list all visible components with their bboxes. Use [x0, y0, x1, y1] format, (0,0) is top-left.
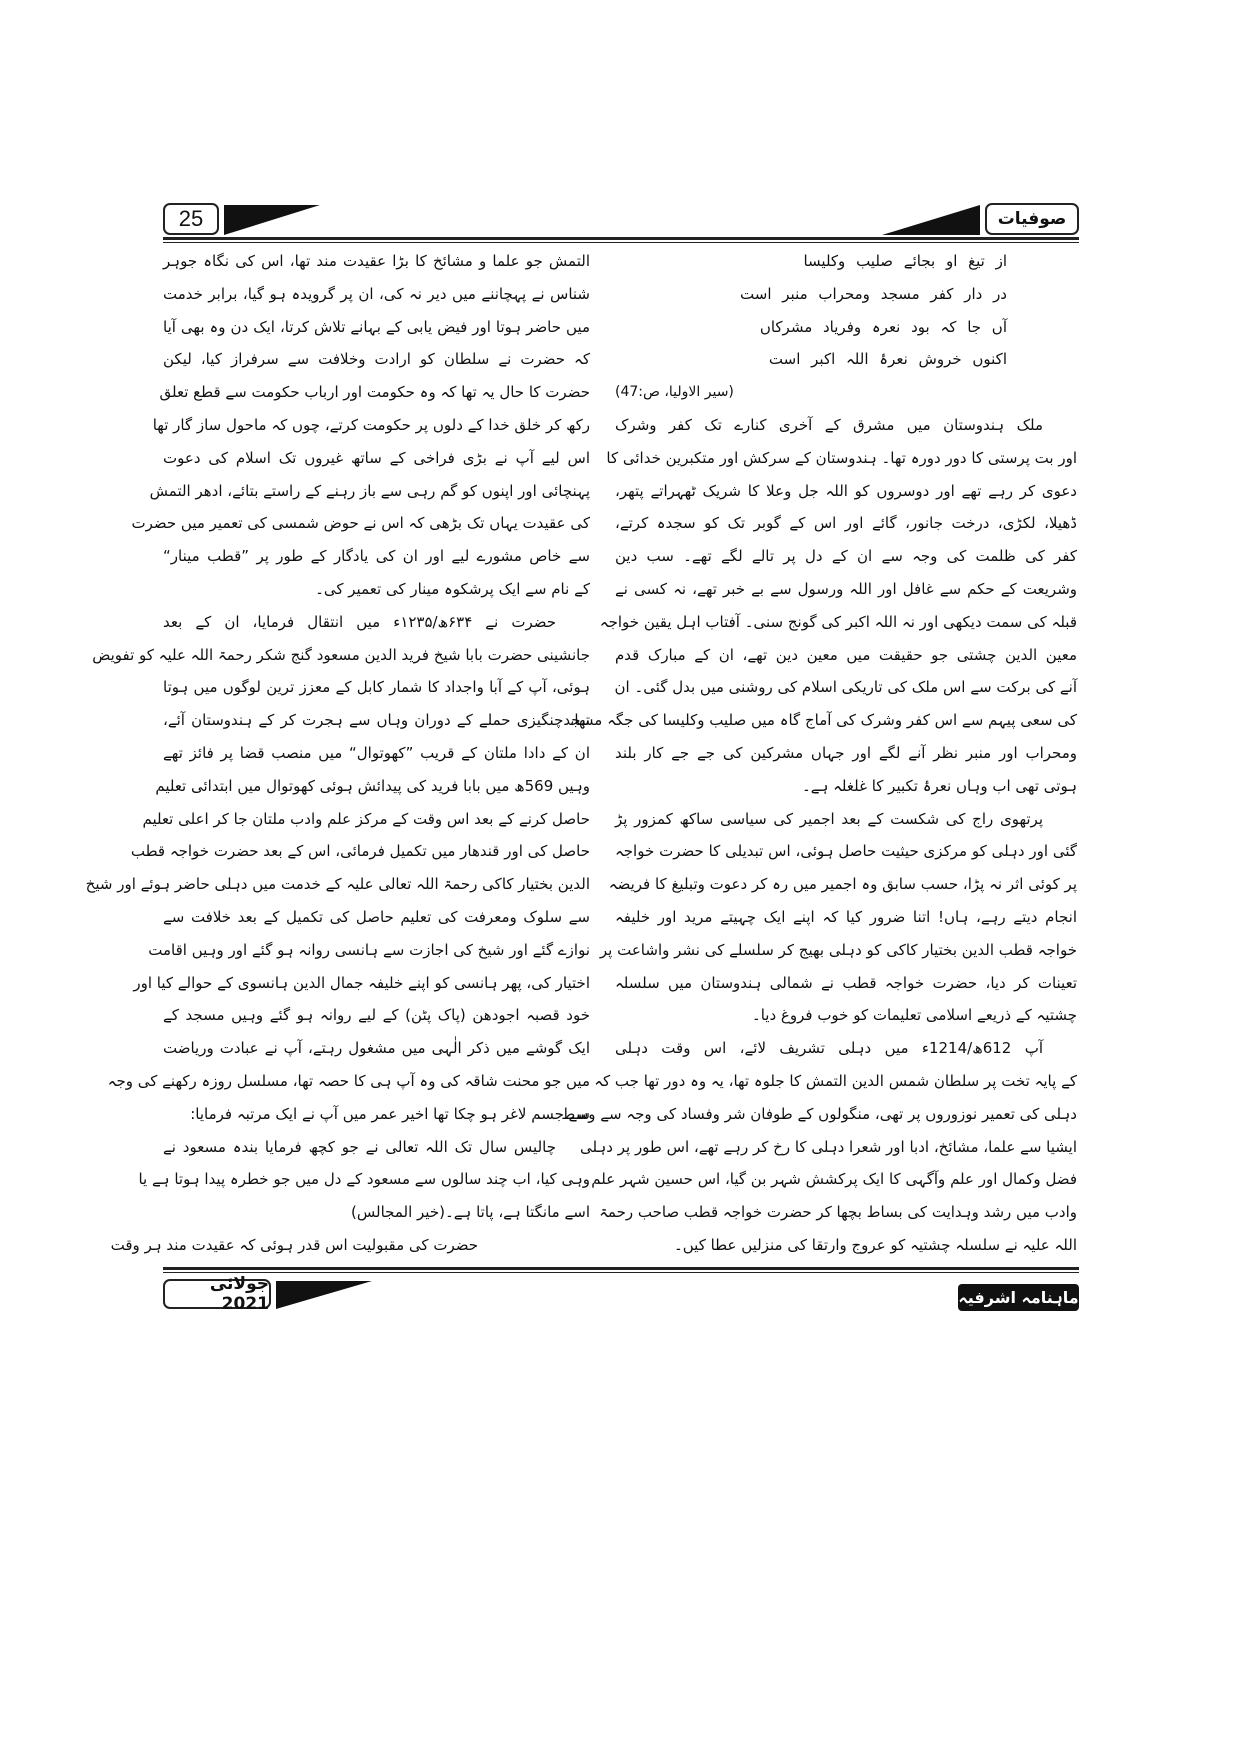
text-line: رکھ کر خلق خدا کے دلوں پر حکومت کرتے، چوں کہ ماحول ساز گار تھا — [152, 415, 590, 434]
header-divider — [163, 237, 1079, 240]
poem-verse: در دار کفر مسجد ومحراب منبر است — [740, 284, 1007, 303]
text-line: جانشینی حضرت بابا شیخ فرید الدین مسعود گنج شکر رحمۃ اللہ علیہ کو تفویض — [92, 645, 590, 664]
text-line: اختیار کی، پھر ہانسی کو اپنے خلیفہ جمال الدین ہانسوی کے حوالے کیا اور — [133, 973, 590, 992]
text-line: خواجہ قطب الدین بختیار کاکی کو دہلی بھیج کر سلسلے کی نشر واشاعت پر — [599, 940, 1077, 959]
text-line: انجام دیتے رہے، ہاں! اتنا ضرور کیا کہ اپنے ایک چہیتے مرید اور خلیفہ — [615, 907, 1077, 926]
text-line: سے سلوک ومعرفت کی تعلیم حاصل کی تکمیل کے بعد خلافت سے — [163, 907, 590, 926]
text-line: گئی اور دہلی کو مرکزی حیثیت حاصل ہوئی، اس تبدیلی کا حضرت خواجہ — [615, 842, 1077, 861]
left-column — [85, 245, 590, 1262]
text-line: قبلہ کی سمت دیکھی اور نہ اللہ اکبر کی گونج سنی۔ آفتاب اہل یقین خواجہ — [599, 612, 1077, 631]
footer-divider — [163, 1272, 1079, 1273]
poem-citation: (سیر الاولیا، ص:47) — [615, 384, 734, 401]
persian-poem — [615, 245, 1077, 376]
text-line: اللہ علیہ نے سلسلہ چشتیہ کو عروج وارتقا کی منزلیں عطا کیں۔ — [673, 1235, 1077, 1254]
text-line: اس لیے آپ نے بڑی فراخی کے ساتھ غیروں تک اسلام کی دعوت — [163, 448, 590, 467]
footer-triangle-decoration — [276, 1281, 372, 1309]
page-number: 25 — [163, 203, 219, 235]
text-line: وادب میں رشد وہدایت کی بساط بچھا کر حضرت خواجہ قطب صاحب رحمۃ — [599, 1203, 1077, 1222]
text-line: خود قصبہ اجودھن (پاک پٹن) کے لیے روانہ ہو گئے وہیں مسجد کے — [163, 1006, 590, 1025]
text-line: حضرت کا حال یہ تھا کہ وہ حکومت اور ارباب حکومت سے قطع تعلق — [159, 383, 590, 402]
poem-verse: اکنوں خروش نعرۂ اللہ اکبر است — [768, 350, 1007, 369]
text-line: نوازے گئے اور شیخ کی اجازت سے ہانسی روانہ ہو گئے اور وہیں اقامت — [148, 940, 590, 959]
text-line: وشریعت کے حکم سے غافل اور اللہ ورسول سے بے خبر تھے، نہ کسی نے — [615, 579, 1077, 598]
text-line: چشتیہ کے ذریعے اسلامی تعلیمات کو خوب فروغ دیا۔ — [751, 1006, 1077, 1025]
left-column-text — [85, 245, 590, 1262]
text-line: ایک گوشے میں ذکر الٰہی میں مشغول رہتے، آپ نے عبادت وریاضت — [163, 1039, 590, 1058]
text-line: التمش جو علما و مشائخ کا بڑا عقیدت مند تھا، اس کی نگاہ جوہر — [163, 252, 590, 270]
header-divider — [163, 242, 1079, 243]
text-line: ہوئی، آپ کے آبا واجداد کا شمار کابل کے معزز ترین لوگوں میں ہوتا — [163, 678, 590, 697]
magazine-name: ماہنامہ اشرفیہ — [958, 1284, 1079, 1311]
text-line: وہی کیا، اب چند سالوں سے مسعود کے دل میں جو خطرہ پیدا ہوتا ہے یا — [138, 1170, 590, 1189]
text-line: حاصل کرنے کے بعد اس وقت کے مرکز علم وادب ملتان جا کر اعلی تعلیم — [142, 809, 590, 828]
text-line: کی عقیدت یہاں تک بڑھی کہ اس نے حوض شمسی کی تعمیر میں حضرت — [131, 514, 590, 533]
text-line: کے پایہ تخت پر سلطان شمس الدین التمش کا جلوہ تھا، یہ وہ دور تھا جب کہ — [594, 1071, 1077, 1090]
issue-date: جولائی 2021 — [163, 1279, 271, 1309]
text-line: کے نام سے ایک پرشکوہ مینار کی تعمیر کی۔ — [315, 579, 590, 598]
text-line: ان کے دادا ملتان کے قریب ”کھوتوال“ میں منصب قضا پر فائز تھے — [163, 743, 590, 762]
text-line: پر کوئی اثر نہ پڑا، حسب سابق وہ اجمیر میں رہ کر دعوت وتبلیغ کا فریضہ — [608, 875, 1077, 894]
header-triangle-decoration — [224, 205, 320, 235]
text-line: الدین بختیار کاکی رحمۃ اللہ تعالی علیہ کے خدمت میں دہلی حاضر ہوئے اور شیخ — [85, 875, 590, 894]
text-line: تعینات کر دیا، حضرت خواجہ قطب نے شمالی ہندوستان میں سلسلہ — [615, 973, 1077, 992]
text-line: کفر کی ظلمت کی وجہ سے ان کے دل پر تالے لگے تھے۔ سب دین — [615, 547, 1077, 566]
text-line: آپ 612ھ/1214ء میں دہلی تشریف لائے، اس وقت دہلی — [615, 1039, 1043, 1058]
text-line: سے جسم لاغر ہو چکا تھا اخیر عمر میں آپ نے ایک مرتبہ فرمایا: — [190, 1104, 590, 1123]
header-triangle-decoration — [882, 205, 980, 235]
text-line: میں جو محنت شاقہ کی وہ آپ ہی کا حصہ تھا، مسلسل روزہ رکھنے کی وجہ — [107, 1071, 590, 1090]
text-line: حضرت کی مقبولیت اس قدر ہوئی کہ عقیدت مند ہر وقت — [110, 1235, 478, 1254]
text-line: اور بت پرستی کا دور دورہ تھا۔ ہندوستان کے سرکش اور متکبرین خدائی کا — [606, 448, 1077, 467]
text-line: ڈھیلا، لکڑی، درخت جانور، گائے اور اس کے گوبر تک کو سجدہ کرتے، — [615, 514, 1077, 533]
footer-divider — [163, 1267, 1079, 1270]
text-line: اسے مانگتا ہے، پاتا ہے۔(خیر المجالس) — [351, 1203, 590, 1222]
text-line: پرتھوی راج کی شکست کے بعد اجمیر کی سیاسی ساکھ کمزور پڑ — [615, 809, 1043, 828]
text-line: ہوتی تھی اب وہاں نعرۂ تکبیر کا غلغلہ ہے۔ — [801, 776, 1077, 795]
poem-verse: آں جا کہ بود نعرہ وفریاد مشرکاں — [759, 317, 1007, 336]
text-line: آنے کی برکت سے اس ملک کی تاریکی اسلام کی روشنی میں بدل گئی۔ ان — [614, 678, 1077, 697]
text-line: سے خاص مشورے لیے اور ان کی یادگار کے طور پر ”قطب مینار“ — [163, 547, 590, 566]
text-line: کی سعی پیہم سے اس کفر وشرک کی آماج گاہ میں صلیب وکلیسا کی جگہ مسجد — [563, 711, 1077, 730]
text-line: حضرت نے ۶۳۴ھ/۱۲۳۵ء میں انتقال فرمایا، ان کے بعد — [163, 612, 556, 631]
text-line: دہلی کی تعمیر نوزوروں پر تھی، منگولوں کے طوفان شر وفساد کی وجہ سے وسط — [561, 1104, 1077, 1123]
text-line: دعوی کر رہے تھے اور دوسروں کو اللہ جل وعلا کا شریک ٹھہراتے پتھر، — [615, 481, 1077, 500]
text-line: معین الدین چشتی جو حقیقت میں معین دین تھے، ان کے مبارک قدم — [615, 645, 1077, 664]
text-line: ومحراب اور منبر نظر آنے لگے اور جہاں مشرکین کی جے جے کار بلند — [615, 743, 1077, 762]
text-line: میں حاضر ہوتا اور فیض یابی کے بہانے تلاش کرتا، ایک دن وہ بھی آیا — [163, 317, 590, 336]
right-column-text — [561, 409, 1077, 1262]
poem-verse: از تیغ او بجائے صلیب وکلیسا — [803, 252, 1007, 270]
text-line: تھا، چنگیزی حملے کے دوران وہاں سے ہجرت کر کے ہندوستان آئے، — [163, 711, 590, 730]
text-line: ایشیا سے علما، مشائخ، ادبا اور شعرا دہلی کا رخ کر رہے تھے، اس طور پر دہلی — [580, 1137, 1077, 1156]
text-line: شناس نے پہچاننے میں دیر نہ کی، ان پر گرویدہ ہو گیا، برابر خدمت — [163, 284, 590, 303]
text-line: وہیں 569ھ میں بابا فرید کی پیدائش ہوئی کھوتوال میں ابتدائی تعلیم — [155, 776, 590, 795]
right-column — [561, 245, 1077, 1262]
text-line: پہنچائی اور اپنوں کو گم رہی سے باز رہنے کے راستے بتائے، ادھر التمش — [149, 481, 590, 500]
text-line: کہ حضرت نے سلطان کو ارادت وخلافت سے سرفراز کیا، لیکن — [163, 350, 590, 369]
text-line: ملک ہندوستان میں مشرق کے آخری کنارے تک کفر وشرک — [615, 415, 1043, 434]
section-title: صوفیات — [985, 203, 1079, 235]
text-line: حاصل کی اور قندھار میں تکمیل فرمائی، اس کے بعد حضرت خواجہ قطب — [130, 842, 590, 861]
text-line: فضل وکمال اور علم وآگہی کا ایک پرکشش شہر بن گیا، اس حسین شہر علم — [591, 1170, 1077, 1189]
text-line: چالیس سال تک اللہ تعالی نے جو کچھ فرمایا بندہ مسعود نے — [163, 1137, 556, 1156]
